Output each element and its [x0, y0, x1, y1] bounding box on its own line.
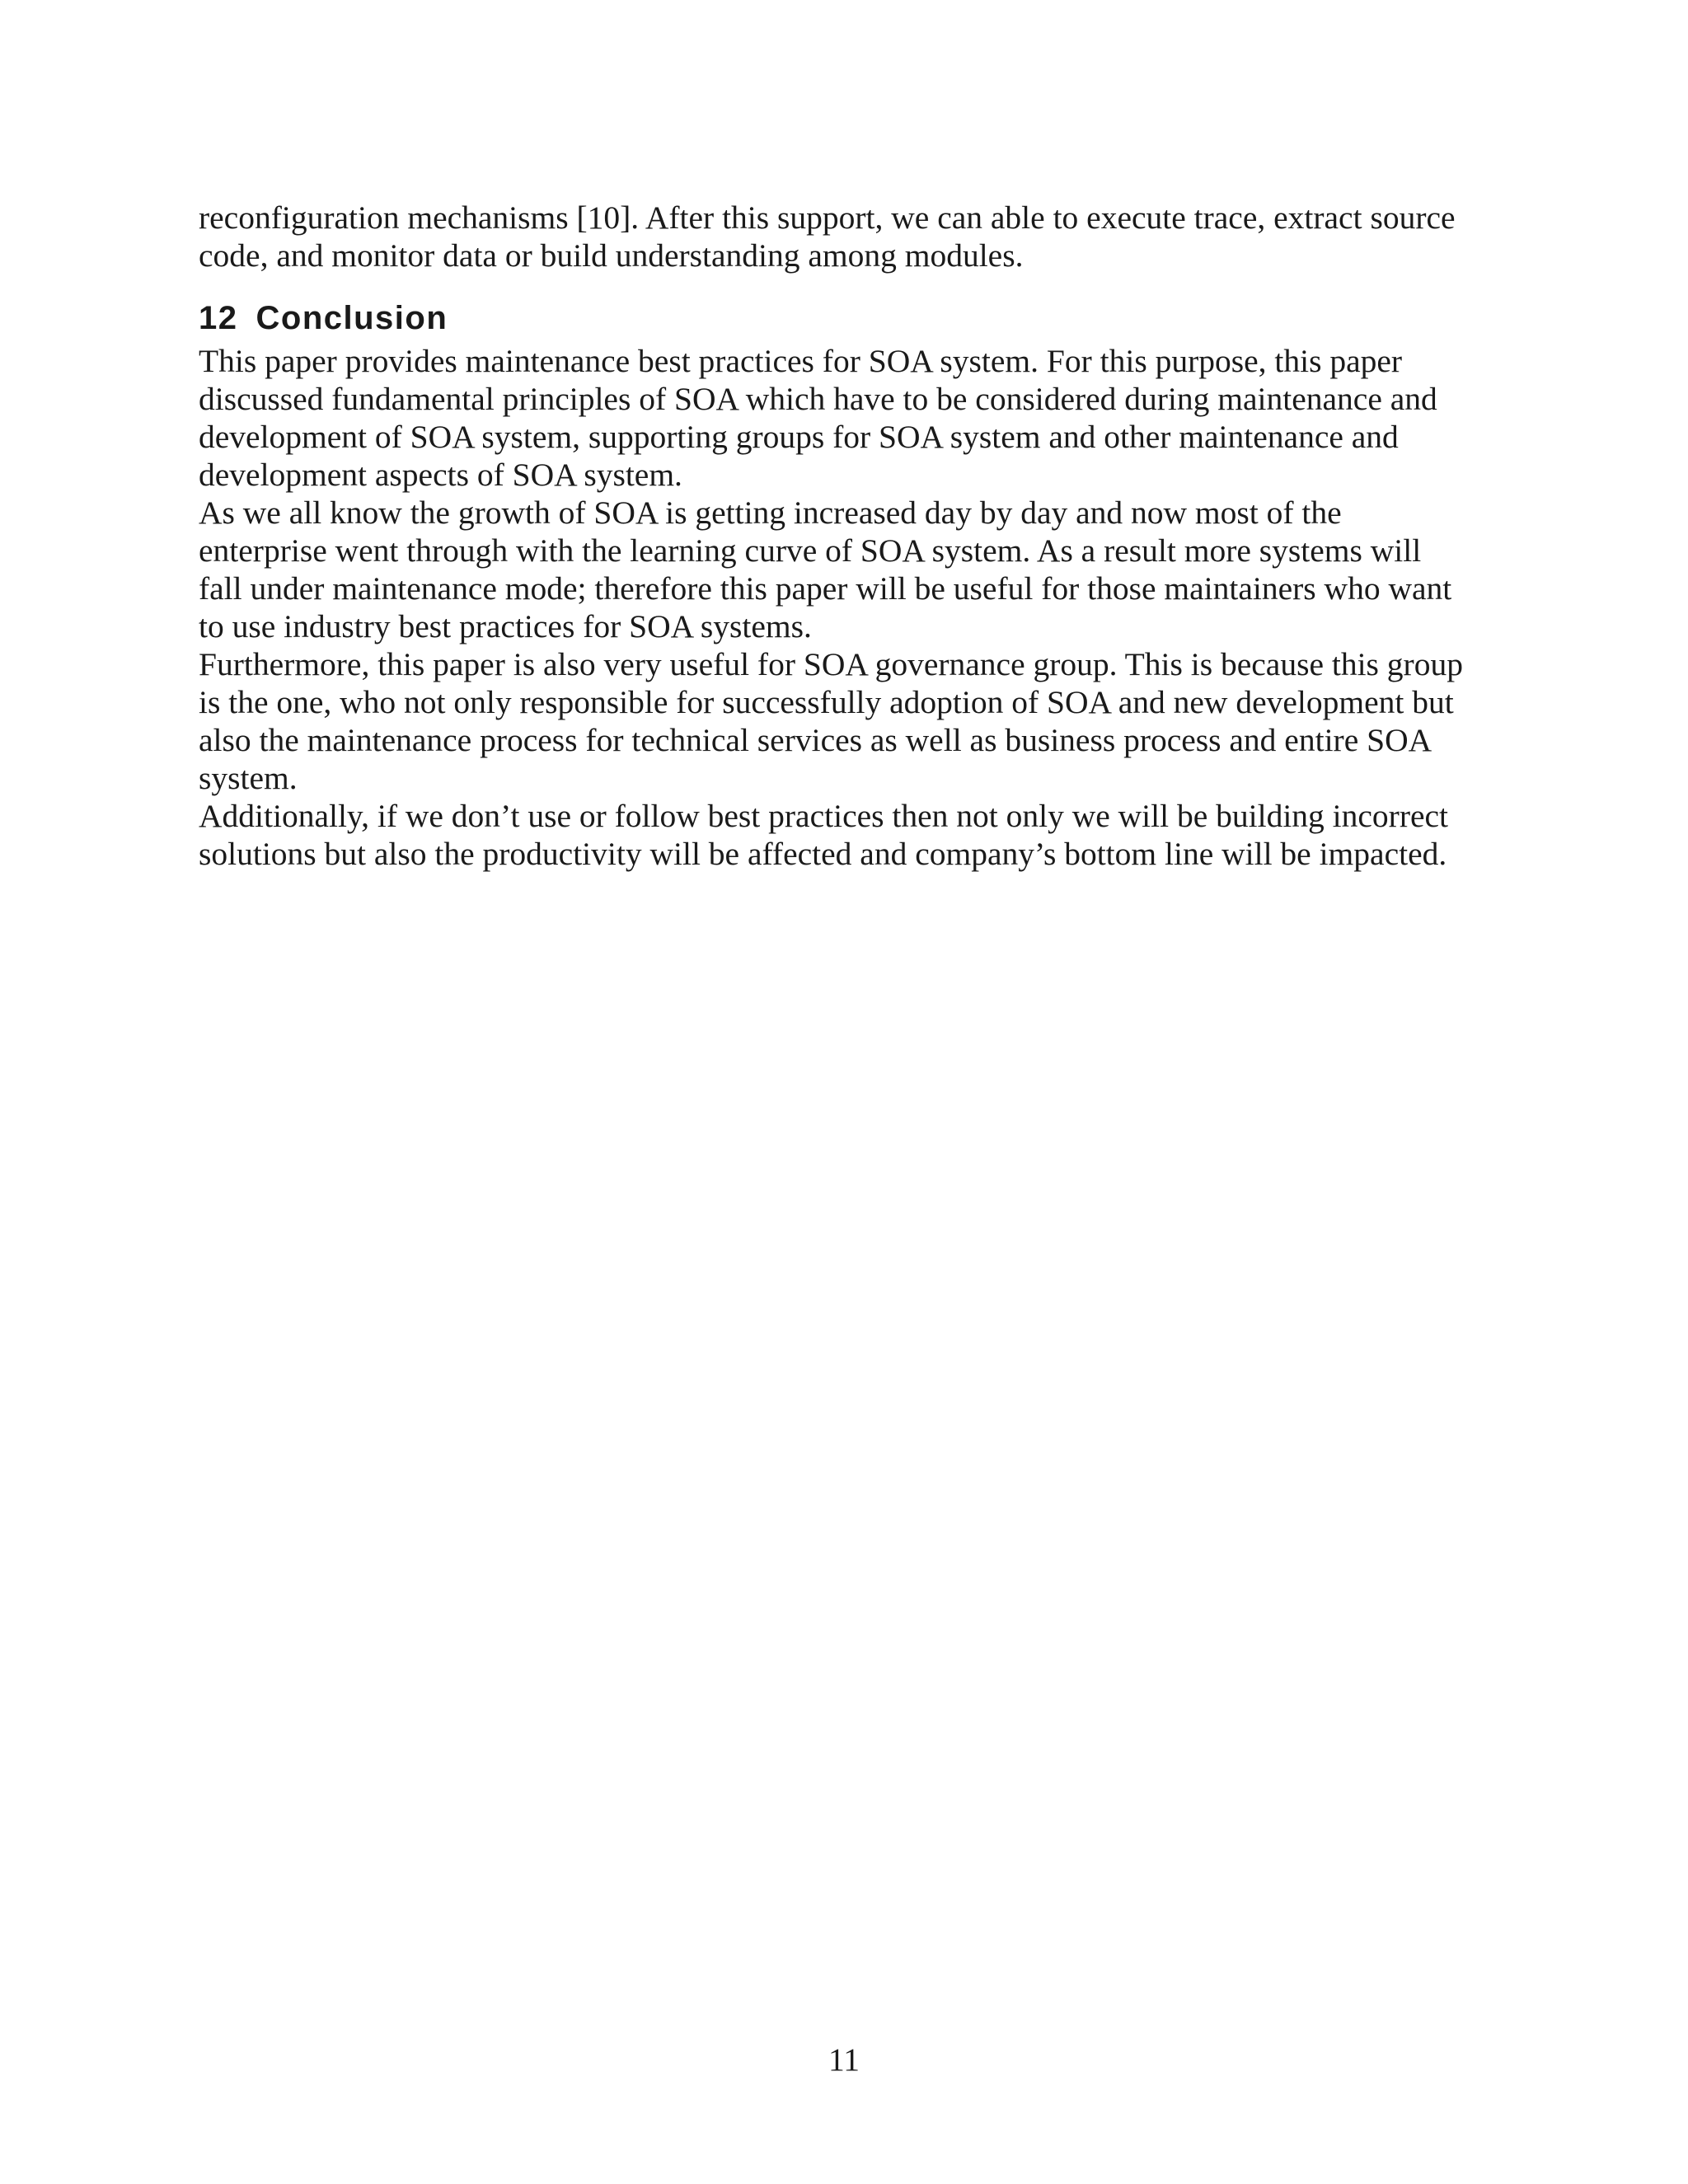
section-heading: [199, 299, 1509, 337]
conclusion-paragraph-2: [199, 494, 1509, 645]
text-line: code, and monitor data or build understanding among modules.: [199, 237, 1024, 274]
text-line: fall under maintenance mode; therefore this paper will be useful for those maintainers who want: [199, 570, 1452, 607]
text-line: to use industry best practices for SOA systems.: [199, 608, 812, 644]
intro-paragraph: [199, 199, 1509, 274]
text-line: development aspects of SOA system.: [199, 457, 682, 493]
conclusion-paragraph-1: [199, 342, 1509, 494]
text-line: This paper provides maintenance best practices for SOA system. For this purpose, this paper: [199, 343, 1403, 379]
text-line: enterprise went through with the learning curve of SOA system. As a result more systems will: [199, 532, 1422, 569]
text-line: also the maintenance process for technical services as well as business process and entire SOA: [199, 722, 1432, 758]
text-line: development of SOA system, supporting groups for SOA system and other maintenance and: [199, 419, 1399, 455]
conclusion-paragraph-3: [199, 645, 1509, 797]
text-line: As we all know the growth of SOA is getting increased day by day and now most of the: [199, 494, 1342, 531]
page-number: 11: [828, 2041, 860, 2078]
text-line: Additionally, if we don’t use or follow best practices then not only we will be building incorrect: [199, 798, 1449, 834]
section-title: Conclusion: [256, 300, 448, 336]
text-line: reconfiguration mechanisms [10]. After this support, we can able to execute trace, extract source: [199, 199, 1456, 236]
text-line: discussed fundamental principles of SOA which have to be considered during maintenance and: [199, 381, 1437, 417]
text-line: solutions but also the productivity will be affected and company’s bottom line will be impacted.: [199, 836, 1447, 872]
text-line: Furthermore, this paper is also very useful for SOA governance group. This is because this group: [199, 646, 1463, 682]
section-number: 12: [199, 300, 238, 336]
page-content: [199, 199, 1509, 873]
conclusion-paragraph-4: [199, 797, 1509, 873]
text-line: system.: [199, 760, 298, 796]
text-line: is the one, who not only responsible for successfully adoption of SOA and new development but: [199, 684, 1454, 720]
